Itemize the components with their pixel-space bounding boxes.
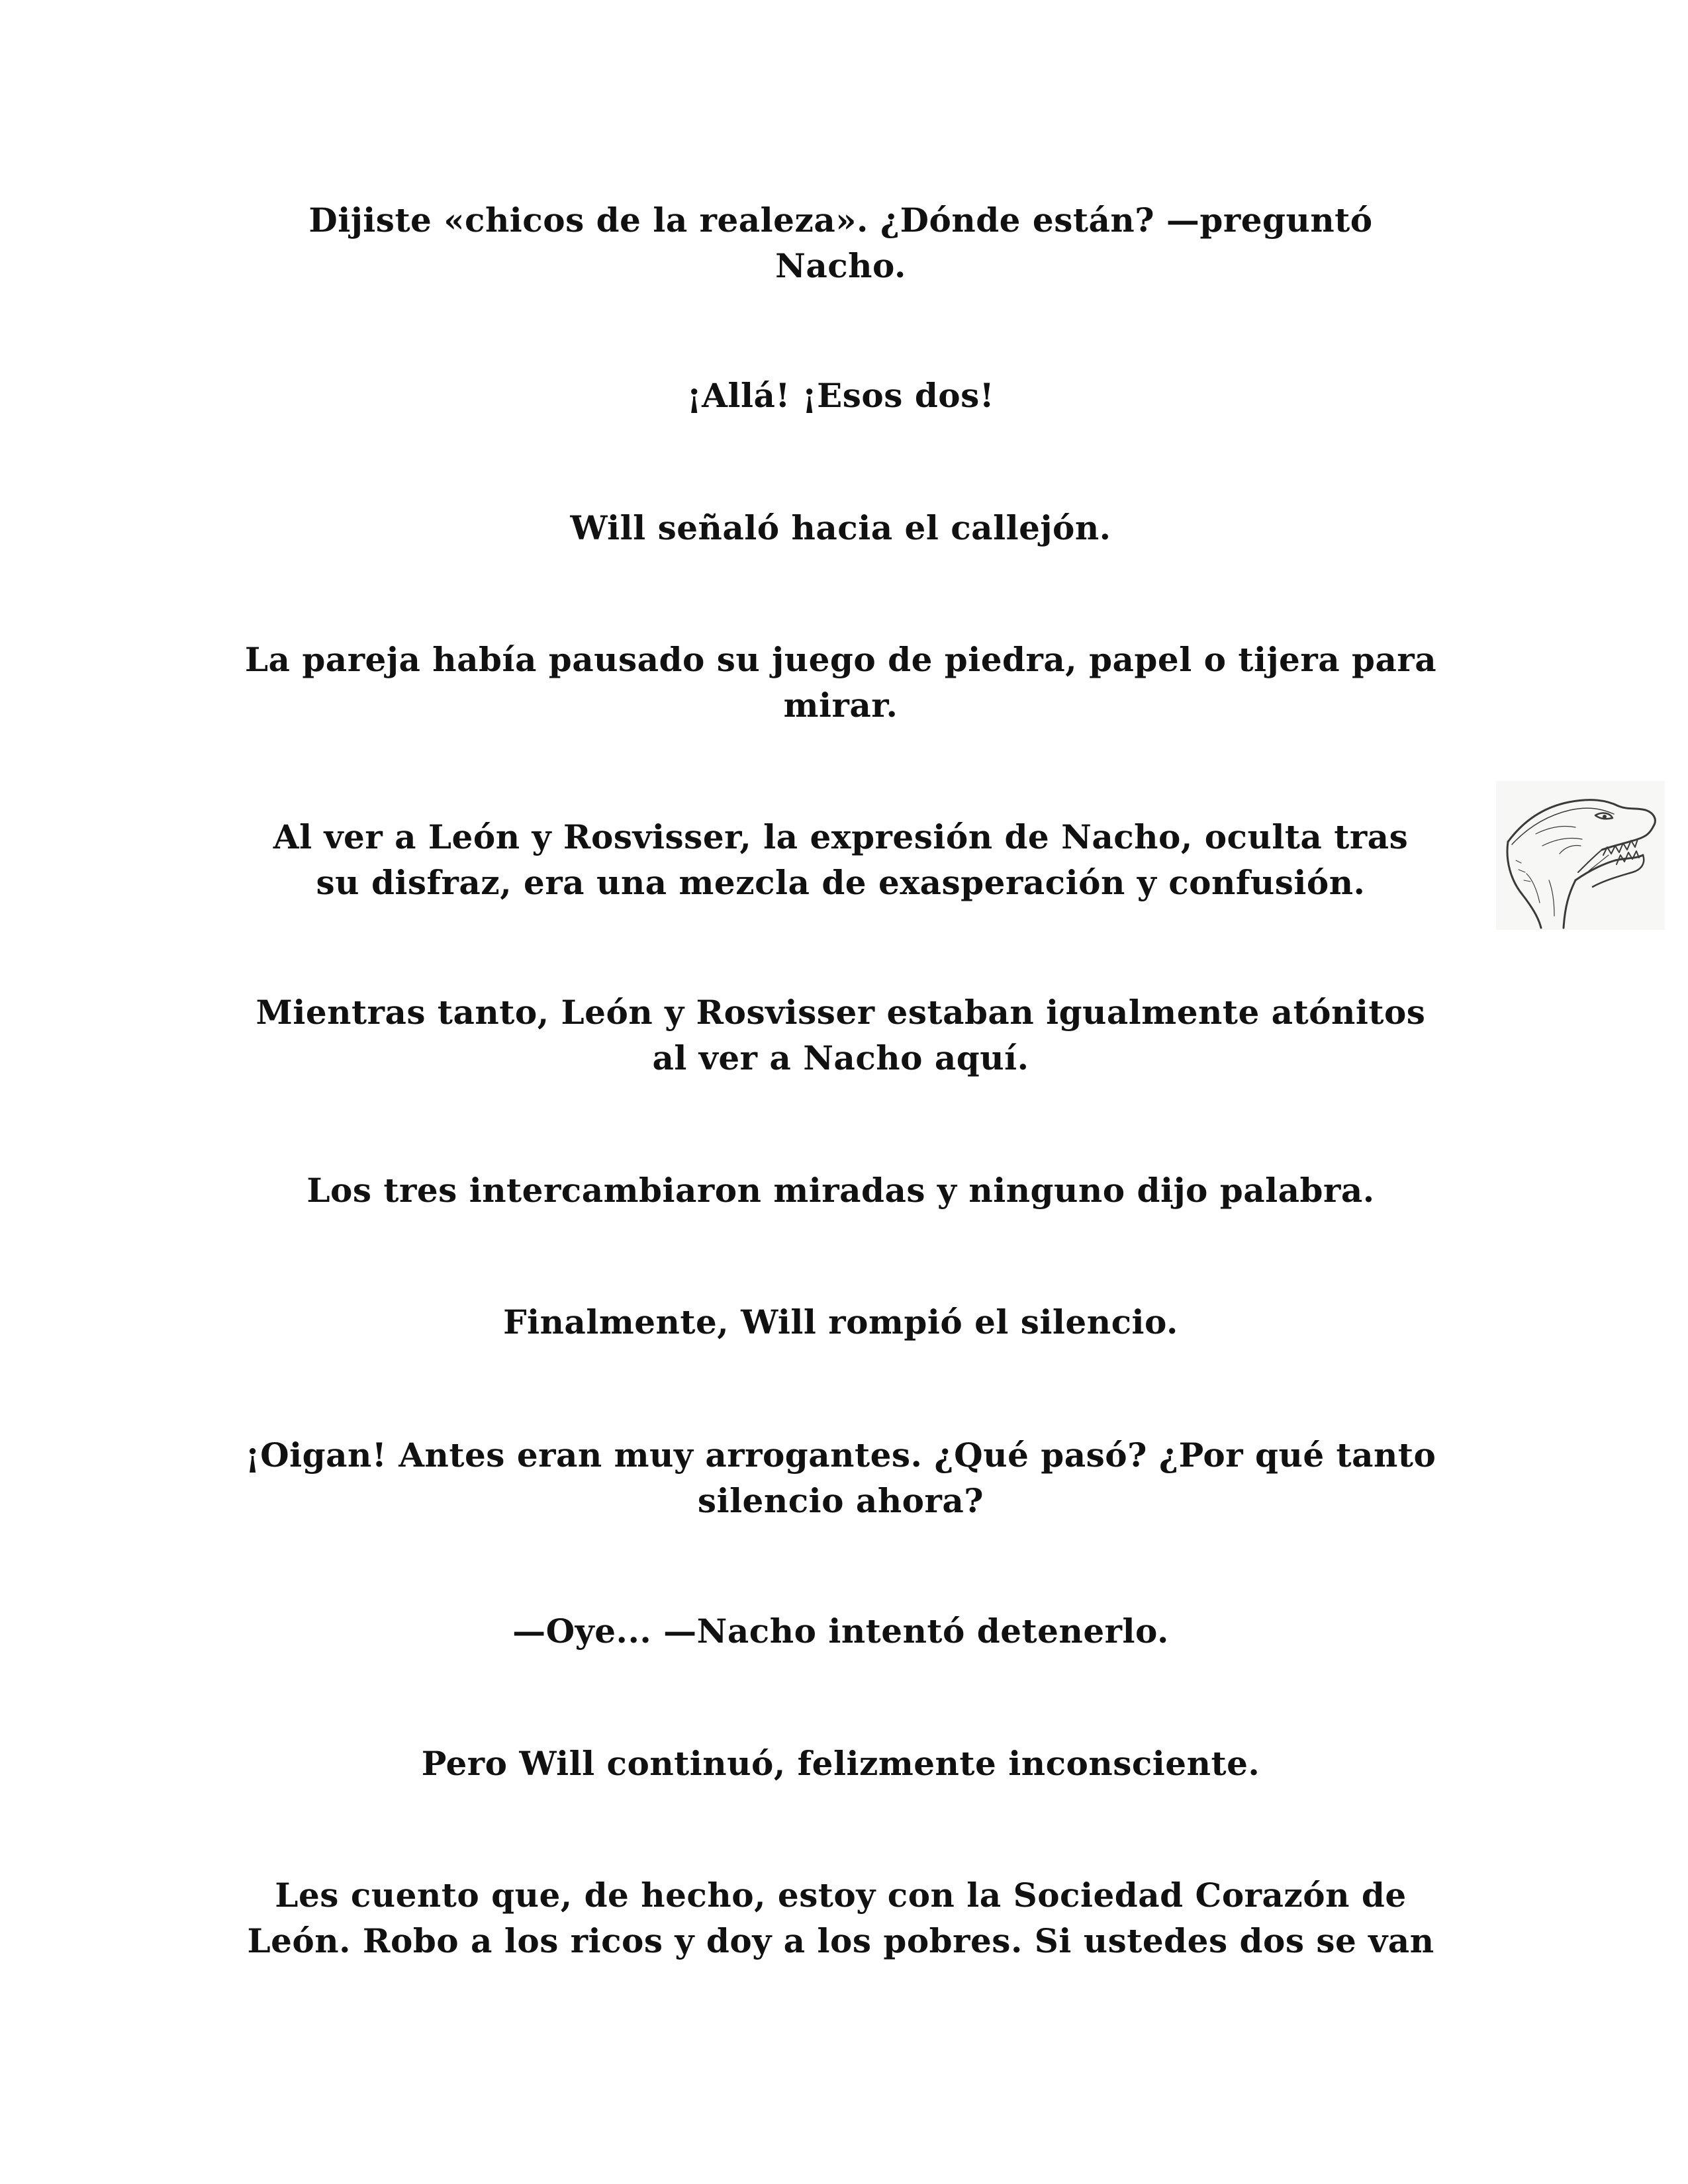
- paragraph-3-line-1: Will señaló hacia el callejón.: [570, 508, 1111, 547]
- paragraph-3: [199, 505, 1483, 551]
- paragraph-4-line-2: mirar.: [783, 686, 898, 725]
- paragraph-9-line-2: silencio ahora?: [697, 1481, 984, 1520]
- paragraph-4-line-1: La pareja había pausado su juego de piedra, papel o tijera para: [244, 640, 1437, 679]
- paragraph-5-line-1: Al ver a León y Rosvisser, la expresión de Nacho, oculta tras: [273, 817, 1409, 856]
- paragraph-1-line-1: Dijiste «chicos de la realeza». ¿Dónde están? —preguntó: [308, 201, 1373, 240]
- paragraph-6: [199, 989, 1483, 1081]
- paragraph-1: [199, 197, 1483, 289]
- paragraph-5: [199, 814, 1483, 905]
- paragraph-6-line-1: Mientras tanto, León y Rosvisser estaban igualmente atónitos: [256, 993, 1426, 1032]
- paragraph-10-line-1: —Oye... —Nacho intentó detenerlo.: [512, 1612, 1169, 1651]
- paragraph-7-line-1: Los tres intercambiaron miradas y ninguno dijo palabra.: [306, 1171, 1375, 1210]
- paragraph-6-line-2: al ver a Nacho aquí.: [652, 1038, 1029, 1077]
- paragraph-10: [199, 1608, 1483, 1654]
- paragraph-8: [199, 1299, 1483, 1345]
- paragraph-8-line-1: Finalmente, Will rompió el silencio.: [503, 1302, 1178, 1342]
- paragraph-11: [199, 1741, 1483, 1786]
- paragraph-2: [199, 373, 1483, 418]
- paragraph-1-line-2: Nacho.: [775, 246, 906, 285]
- paragraph-12-line-1: Les cuento que, de hecho, estoy con la Sociedad Corazón de: [275, 1876, 1407, 1915]
- paragraph-5-line-2: su disfraz, era una mezcla de exasperación y confusión.: [316, 863, 1366, 902]
- paragraph-7: [199, 1167, 1483, 1213]
- paragraph-11-line-1: Pero Will continuó, felizmente inconsciente.: [421, 1744, 1260, 1783]
- paragraph-4: [199, 637, 1483, 728]
- dinosaur-head-sketch-icon: [1496, 781, 1665, 930]
- paragraph-2-line-1: ¡Allá! ¡Esos dos!: [686, 376, 995, 415]
- paragraph-9-line-1: ¡Oigan! Antes eran muy arrogantes. ¿Qué pasó? ¿Por qué tanto: [245, 1435, 1436, 1475]
- paragraph-12-line-2: León. Robo a los ricos y doy a los pobres. Si ustedes dos se van: [247, 1921, 1434, 1960]
- paragraph-9: [199, 1432, 1483, 1524]
- paragraph-12: [199, 1872, 1483, 1964]
